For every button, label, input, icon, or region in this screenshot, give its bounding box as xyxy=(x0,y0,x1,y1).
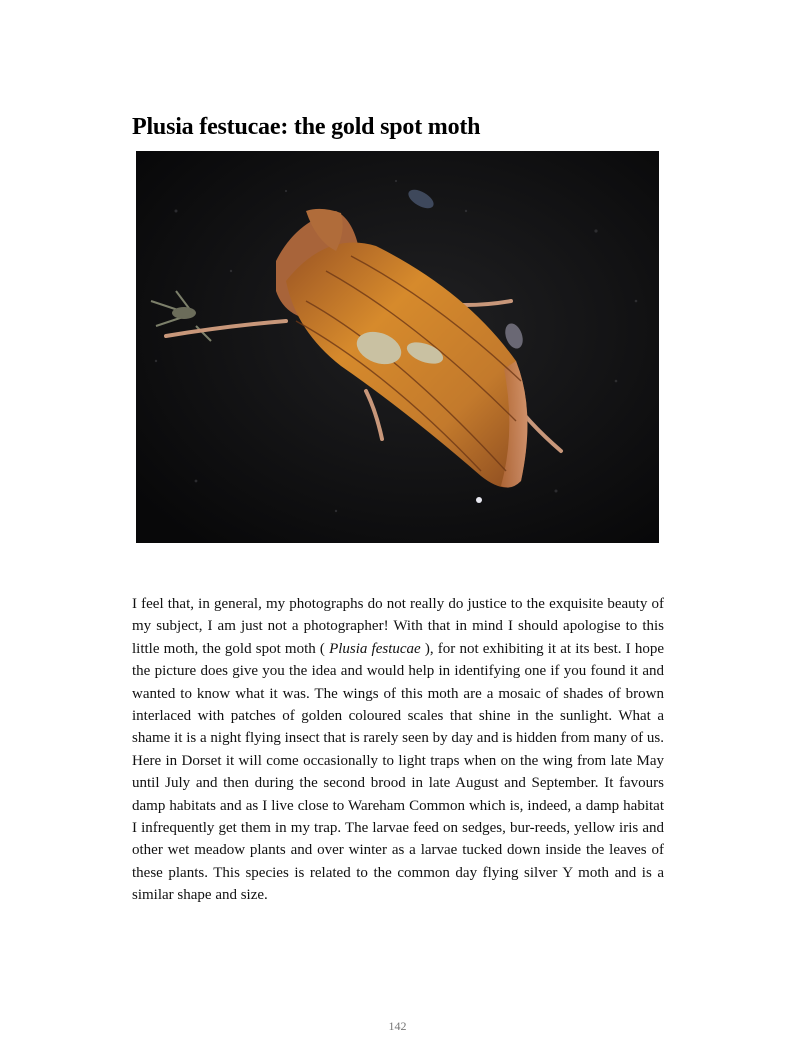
moth-photo xyxy=(136,151,659,543)
body-text-part-1: I feel that, in general, my photographs do not really do justice to the exquisite beauty of my subject, I am just not a photographer! With that in mind I should apologise to this little moth, the gold spot moth ( xyxy=(132,596,664,657)
species-name: Plusia festucae xyxy=(329,640,421,657)
page-number: 142 xyxy=(388,1019,407,1033)
body-text-part-2: ), for not exhibiting it at its best. I hope the picture does give you the idea and would help in identifying one if you found it and wanted to know what it was. The wings of this moth are a mosaic of shades of brown interlaced with patches of golden coloured scales that shine in the sunlight. What a shame it is a night flying insect that is rarely seen by day and is hidden from many of us. Here in Dorset it will come occasionally to light traps when on the wing from late May until July and then during the second brood in late August and September. It favours damp habitats and as I live close to Wareham Common which is, indeed, a damp habitat I infrequently get them in my trap. The larvae feed on sedges, bur-reeds, yellow iris and other wet meadow plants and over winter as a larvae tucked down inside the leaves of these plants. This species is related to the common day flying silver Y moth and is a similar shape and size. xyxy=(132,640,664,904)
page-title: Plusia festucae: the gold spot moth xyxy=(132,114,481,141)
body-paragraph xyxy=(132,593,664,907)
